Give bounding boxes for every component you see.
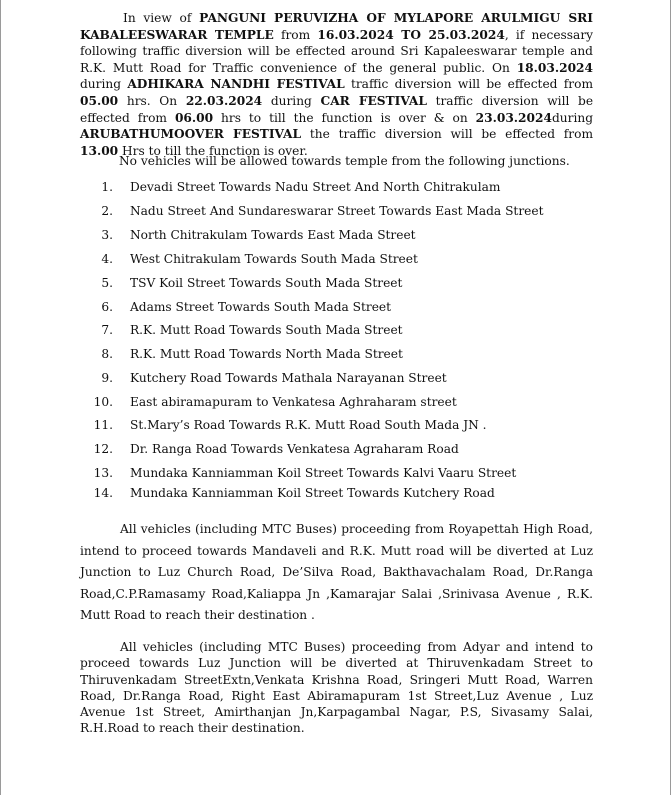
intro-text: hrs to till the function is over & on [221,110,468,125]
intro-text: hrs. On [126,93,178,108]
festival-name: PANGUNI PERUVIZHA OF MYLAPORE ARULMIGU SRI KABALEESWARAR TEMPLE [80,11,594,42]
list-text: Kutchery Road Towards Mathala Narayanan Street [130,371,447,385]
list-number: 5. [101,276,113,290]
list-text: R.K. Mutt Road Towards South Mada Street [130,323,403,337]
list-number: 8. [101,347,113,361]
intro-text: during [551,110,593,125]
intro-text: traffic diversion will be effected from [350,77,594,92]
event-car-festival: CAR FESTIVAL [320,93,427,108]
list-text: TSV Koil Street Towards South Mada Street [130,276,403,290]
diversion-paragraph-adyar [80,639,593,737]
junctions-heading: No vehicles will be allowed towards temple from the following junctions. [119,154,570,168]
intro-text: Hrs to till the function is over. [122,143,308,158]
diversion-paragraph-royapettah [80,519,593,627]
list-number: 1. [101,180,113,194]
list-number: 6. [101,300,113,314]
intro-paragraph [80,10,593,159]
list-number: 14. [93,486,113,500]
event-arubathumoover: ARUBATHUMOOVER FESTIVAL [80,127,302,142]
list-text: West Chitrakulam Towards South Mada Street [130,252,418,266]
intro-text: during [270,93,312,108]
date-car-festival: 22.03.2024 [185,93,263,108]
list-text: Dr. Ranga Road Towards Venkatesa Agraharam Road [130,442,459,456]
list-text: North Chitrakulam Towards East Mada Street [130,228,416,242]
intro-text: In view of [123,11,192,25]
intro-text: , if necessary following traffic diversion will be effected around Sri Kapaleeswarar temple and R.K. Mutt Road for Traffic convenience of the general public. On [80,27,594,75]
time-adhikara: 05.00 [80,93,119,108]
intro-text: the traffic diversion will be effected from [309,127,593,142]
intro-text: traffic diversion will be effected from [80,93,594,125]
list-number: 12. [93,442,113,456]
list-text: R.K. Mutt Road Towards North Mada Street [130,347,403,361]
list-number: 2. [101,204,113,218]
list-number: 10. [93,395,113,409]
date-adhikara: 18.03.2024 [516,60,594,75]
event-adhikara: ADHIKARA NANDHI FESTIVAL [127,77,345,92]
list-text: Adams Street Towards South Mada Street [130,300,392,314]
list-text: Mundaka Kanniamman Koil Street Towards Kutchery Road [130,486,495,500]
list-number: 9. [101,371,113,385]
time-arubathumoover: 13.00 [80,143,119,158]
list-text: Mundaka Kanniamman Koil Street Towards Kalvi Vaaru Street [130,466,517,480]
diversion-text: All vehicles (including MTC Buses) proceeding from Adyar and intend to proceed towards Luz Junction will be diverted at Thiruvenkadam Street to Thiruvenkadam StreetExtn,Venkata Krishna Road, Sringeri Mutt Road, Warren Road, Dr.Ranga Road, Right East Abiramapuram 1st Street,Luz Avenue , Luz Avenue 1st Street, Amirthanjan Jn,Karpagambal Nagar, P.S, Sivasamy Salai, R.H.Road to reach their destination. [80,640,593,736]
list-number: 11. [93,418,113,432]
list-text: East abiramapuram to Venkatesa Aghraharam street [130,395,457,409]
list-number: 7. [101,323,113,337]
intro-text: during [80,77,122,92]
intro-text: from [280,27,311,42]
list-number: 3. [101,228,113,242]
festival-date-range: 16.03.2024 TO 25.03.2024 [317,27,505,42]
date-arubathumoover: 23.03.2024 [475,110,552,125]
list-text: St.Mary’s Road Towards R.K. Mutt Road South Mada JN . [130,418,487,432]
time-car-festival: 06.00 [174,110,214,125]
list-number: 4. [101,252,113,266]
list-number: 13. [93,466,113,480]
diversion-text: All vehicles (including MTC Buses) proceeding from Royapettah High Road, intend to proceed towards Mandaveli and R.K. Mutt road will be diverted at Luz Junction to Luz Church Road, De’Silva Road, Bakthavachalam Road, Dr.Ranga Road,C.P.Ramasamy Road,Kaliappa Jn ,Kamarajar Salai ,Srinivasa Avenue , R.K. Mutt Road to reach their destination . [80,522,593,622]
list-text: Devadi Street Towards Nadu Street And North Chitrakulam [130,180,501,194]
list-text: Nadu Street And Sundareswarar Street Towards East Mada Street [130,204,544,218]
